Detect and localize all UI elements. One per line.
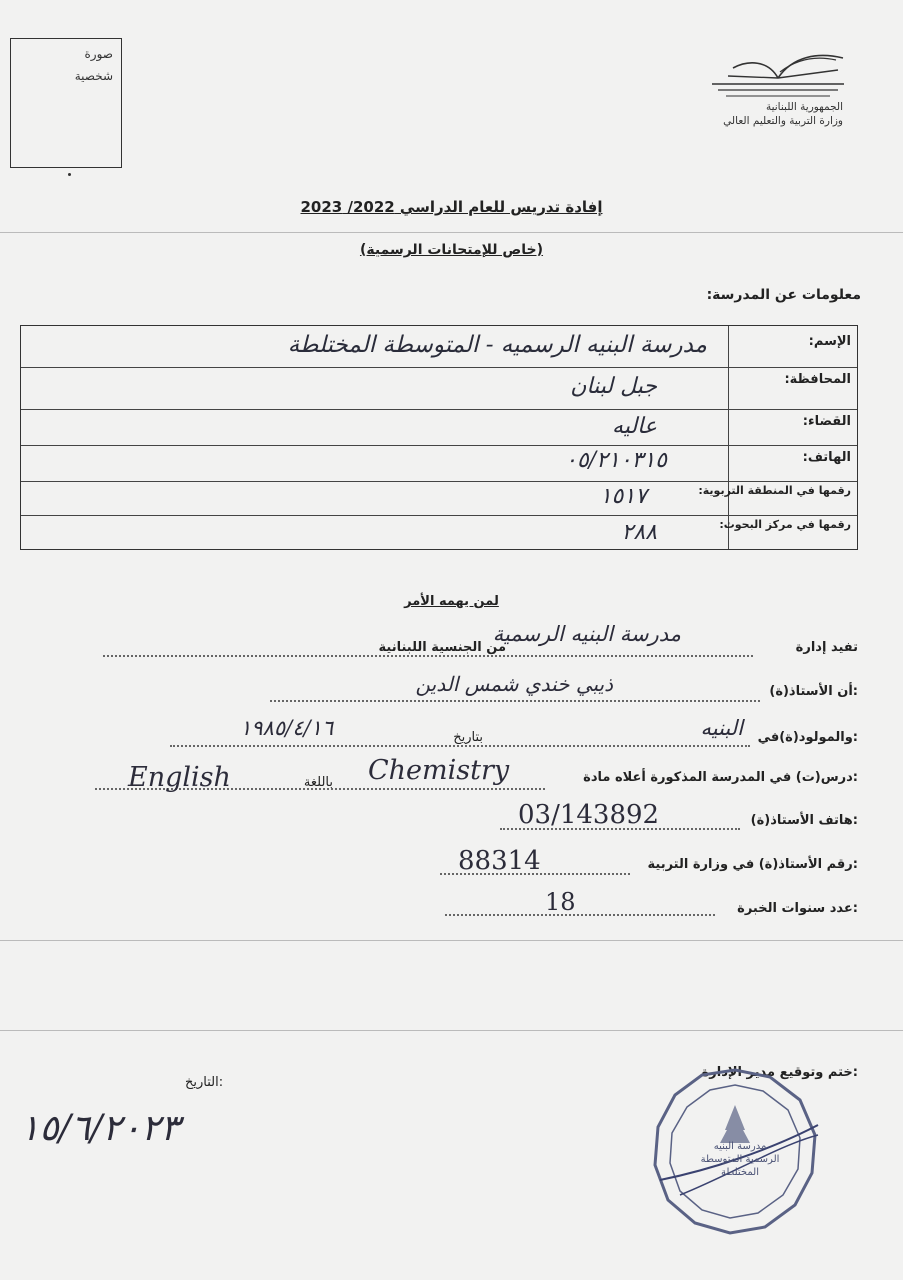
born-place-value: البنيه <box>700 716 743 740</box>
value-research-number: ٢٨٨ <box>621 520 657 545</box>
language-prefix: باللغة <box>303 775 333 790</box>
stamp-line1: مدرسة البنيه <box>713 1141 767 1152</box>
divider <box>0 940 903 941</box>
label-governorate: المحافظة: <box>784 372 851 387</box>
value-name: مدرسة البنيه الرسميه - المتوسطة المختلطة <box>287 332 707 358</box>
photo-box <box>10 38 122 168</box>
document-subtitle-text: (خاص للإمتحانات الرسمية) <box>359 242 544 258</box>
ministry-number-value: 88314 <box>458 846 541 876</box>
label-region-number: رقمها في المنطقة التربوية: <box>698 484 851 497</box>
nationality-text: من الجنسية اللبنانية <box>378 640 506 655</box>
ministry-logo-icon <box>708 48 848 100</box>
signature-label: ختم وتوقيع مدير الإدارة: <box>701 1065 858 1080</box>
phone-value: 03/143892 <box>518 800 660 830</box>
document-title-text: إفادة تدريس للعام الدراسي 2022/ 2023 <box>300 198 603 216</box>
years-dotted-line <box>445 914 715 916</box>
table-row-phone <box>21 446 857 482</box>
school-info-table <box>20 325 858 550</box>
label-name: الإسم: <box>808 334 851 349</box>
born-dotted-line <box>170 745 750 747</box>
teacher-prefix: أن الأستاذ(ة): <box>769 684 858 699</box>
date-value: ١٥/٦/٢٠٢٣ <box>20 1108 180 1149</box>
table-row-region-number <box>21 482 857 516</box>
stamp-line2: الرسمية المتوسطة <box>700 1154 780 1165</box>
photo-label-line2: شخصية <box>74 69 113 83</box>
to-whom-text: لمن يهمه الأمر <box>404 594 499 609</box>
value-region-number: ١٥١٧ <box>599 484 647 509</box>
language-value: English <box>128 762 231 793</box>
admin-value: مدرسة البنيه الرسمية <box>492 622 681 646</box>
value-governorate: جبل لبنان <box>570 374 657 399</box>
phone-prefix: هاتف الأستاذ(ة): <box>750 813 858 828</box>
photo-label-line1: صورة <box>84 47 113 61</box>
years-prefix: عدد سنوات الخبرة: <box>737 901 858 916</box>
value-district: عاليه <box>612 414 657 439</box>
label-phone: الهاتف: <box>802 450 851 465</box>
value-phone: ٠٥/٢١٠٣١٥ <box>565 448 667 473</box>
date-prefix: بتاريخ <box>453 730 483 745</box>
ministry-number-prefix: رقم الأستاذ(ة) في وزارة التربية: <box>647 857 858 872</box>
divider <box>0 232 903 233</box>
admin-dotted-line <box>103 655 753 657</box>
stamp-line3: المختلطة <box>721 1167 759 1178</box>
subject-value: Chemistry <box>368 755 510 786</box>
label-research-number: رقمها في مركز البحوث: <box>719 518 851 531</box>
table-row-name <box>21 326 857 368</box>
taught-prefix: درس(ت) في المدرسة المذكورة أعلاه مادة: <box>583 770 858 785</box>
born-prefix: والمولود(ة)في: <box>757 730 858 745</box>
divider <box>0 1030 903 1031</box>
school-info-heading: معلومات عن المدرسة: <box>706 287 861 303</box>
label-district: القضاء: <box>802 414 851 429</box>
document-subtitle <box>0 242 903 258</box>
ministry-line1: الجمهورية اللبنانية <box>765 101 843 113</box>
ministry-line2: وزارة التربية والتعليم العالي <box>723 115 843 127</box>
teacher-value: ذيبي خندي شمس الدين <box>415 672 613 696</box>
table-row-research-number <box>21 516 857 551</box>
date-label: التاريخ: <box>185 1075 224 1090</box>
admin-prefix: تفيد إدارة <box>795 640 858 655</box>
document-title <box>0 198 903 216</box>
to-whom-heading <box>0 594 903 609</box>
years-value: 18 <box>545 888 576 916</box>
table-row-district <box>21 410 857 446</box>
dot-mark <box>68 173 71 176</box>
teacher-dotted-line <box>270 700 760 702</box>
ministry-name <box>643 100 843 128</box>
stamp-text <box>695 1140 785 1179</box>
born-date-value: ١٩٨٥/٤/١٦ <box>240 716 334 740</box>
table-row-governorate <box>21 368 857 410</box>
